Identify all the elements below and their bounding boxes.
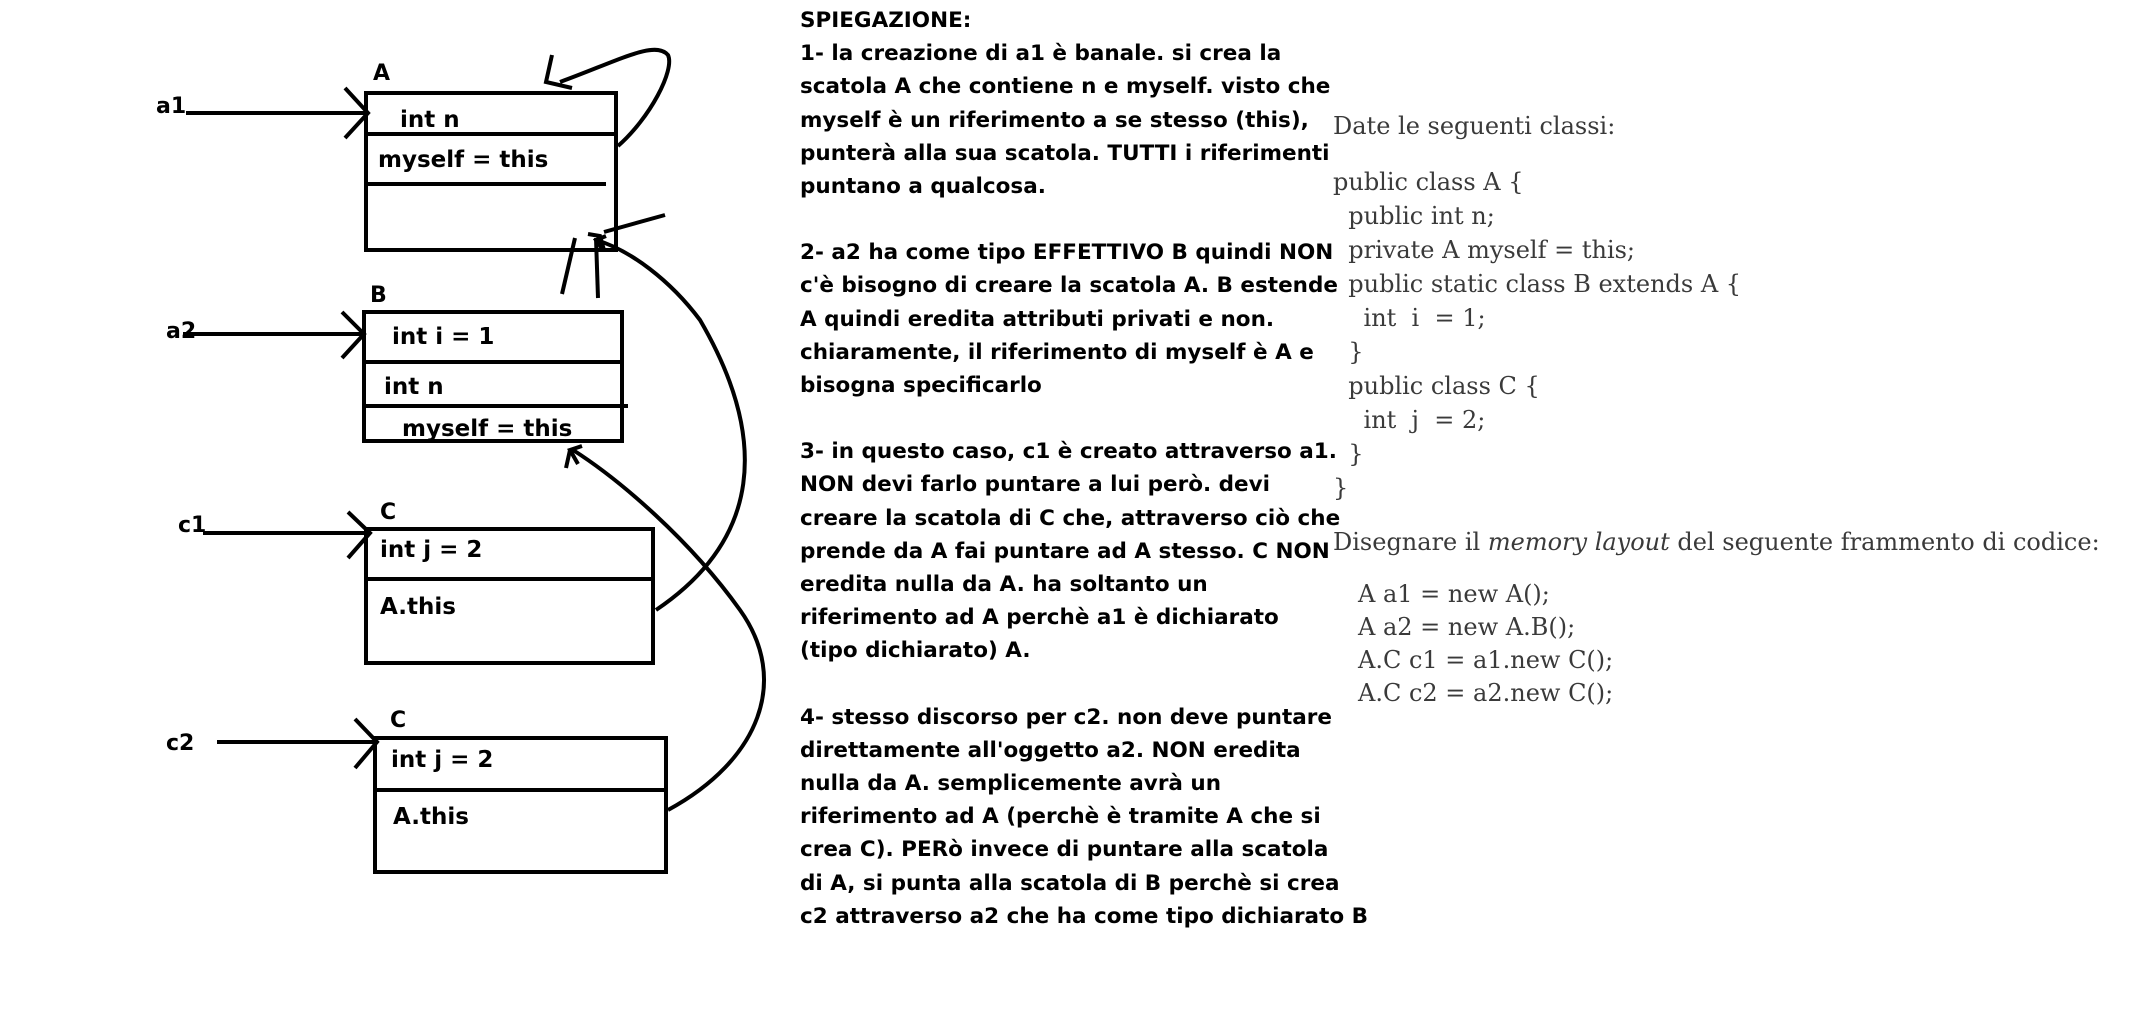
box-b-title: B — [370, 283, 387, 308]
code-line: public int n; — [1333, 202, 1495, 230]
explanation-line: 3- in questo caso, c1 è creato attraverso a1. — [800, 439, 1337, 465]
exercise-intro: Date le seguenti classi: — [1333, 112, 1616, 140]
pointer-c1-athis-to-a — [596, 236, 745, 610]
fragment-line: A.C c1 = a1.new C(); — [1358, 646, 1614, 674]
ref-label-c1: c1 — [178, 513, 207, 538]
class-code-block — [1333, 168, 2133, 508]
pointer-b-myself-ticks — [562, 215, 665, 298]
box-c1-title: C — [380, 500, 397, 525]
explanation-line: bisogna specificarlo — [800, 373, 1042, 399]
explanation-line: direttamente all'oggetto a2. NON eredita — [800, 737, 1301, 763]
explanation-heading: SPIEGAZIONE: — [800, 8, 972, 33]
box-a-title: A — [373, 61, 391, 86]
box-c1-cell-int-j: int j = 2 — [380, 537, 483, 563]
code-line: public class C { — [1333, 372, 1540, 400]
pointer-a-myself-to-a — [546, 50, 669, 146]
code-fragment — [1333, 580, 2133, 712]
explanation-line: di A, si punta alla scatola di B perchè si crea — [800, 870, 1340, 896]
exercise-task — [1333, 528, 2133, 562]
task-text-before: Disegnare il — [1333, 528, 1488, 556]
box-c2-cell-int-j: int j = 2 — [391, 747, 494, 773]
explanation-line: eredita nulla da A. ha soltanto un — [800, 572, 1208, 598]
box-b-cell-myself: myself = this — [402, 416, 573, 442]
explanation-line: chiaramente, il riferimento di myself è A e — [800, 339, 1314, 365]
ref-label-a1: a1 — [156, 94, 187, 119]
explanation-line: riferimento ad A (perchè è tramite A che si — [800, 804, 1321, 830]
explanation-line: c'è bisogno di creare la scatola A. B estende — [800, 273, 1338, 299]
explanation-line: 2- a2 ha come tipo EFFETTIVO B quindi NON — [800, 240, 1334, 266]
explanation-line: c2 attraverso a2 che ha come tipo dichiarato B — [800, 903, 1368, 929]
box-b-cell-int-n: int n — [384, 374, 444, 400]
code-line: } — [1333, 440, 1364, 468]
explanation-line: A quindi eredita attributi privati e non. — [800, 306, 1275, 332]
object-box-c2 — [375, 708, 666, 872]
explanation-line: nulla da A. semplicemente avrà un — [800, 771, 1222, 797]
exercise-text — [1333, 112, 2133, 712]
fragment-line: A a1 = new A(); — [1358, 580, 1550, 608]
explanation-line: 1- la creazione di a1 è banale. si crea la — [800, 41, 1282, 67]
explanation-paragraph-2 — [800, 236, 1340, 402]
explanation-line: NON devi farlo puntare a lui però. devi — [800, 472, 1271, 498]
ref-arrow-c2 — [217, 719, 377, 768]
fragment-line: A a2 = new A.B(); — [1358, 613, 1576, 641]
box-b-cell-int-i: int i = 1 — [392, 324, 495, 350]
ref-arrow-a1 — [186, 88, 368, 138]
explanation-line: puntano a qualcosa. — [800, 174, 1046, 200]
code-line: public class A { — [1333, 168, 1524, 196]
ref-label-c2: c2 — [166, 731, 195, 756]
explanation-line: scatola A che contiene n e myself. visto che — [800, 74, 1331, 100]
explanation-line: prende da A fai puntare ad A stesso. C NON — [800, 538, 1330, 564]
box-a-cell-myself: myself = this — [378, 147, 549, 173]
explanation-line: creare la scatola di C che, attraverso ciò che — [800, 505, 1341, 531]
explanation-paragraph-1 — [800, 37, 1340, 203]
task-text-after: del seguente frammento di codice: — [1669, 528, 2100, 556]
explanation-line: crea C). PERò invece di puntare alla scatola — [800, 837, 1329, 863]
explanation-paragraph-3 — [800, 435, 1340, 667]
explanation-line: punterà alla sua scatola. TUTTI i riferimenti — [800, 140, 1330, 166]
box-c2-cell-athis: A.this — [393, 804, 469, 830]
code-line: } — [1333, 474, 1349, 502]
explanation-line: riferimento ad A perchè a1 è dichiarato — [800, 605, 1279, 631]
ref-arrow-a2 — [183, 312, 364, 358]
explanation-paragraph-4 — [800, 701, 1368, 933]
code-line: int i = 1; — [1333, 304, 1486, 332]
box-a-cell-int-n: int n — [400, 107, 460, 133]
ref-label-a2: a2 — [166, 319, 197, 344]
code-line: } — [1333, 338, 1364, 366]
explanation-line: (tipo dichiarato) A. — [800, 638, 1031, 664]
box-c1-cell-athis: A.this — [380, 594, 456, 620]
code-line: public static class B extends A { — [1333, 270, 1742, 298]
box-c2-title: C — [390, 708, 407, 733]
task-text-emphasis: memory layout — [1487, 528, 1670, 556]
explanation-text — [800, 4, 1368, 966]
object-box-a — [366, 61, 616, 250]
explanation-line: 4- stesso discorso per c2. non deve puntare — [800, 704, 1332, 730]
code-line: private A myself = this; — [1333, 236, 1636, 264]
fragment-line: A.C c2 = a2.new C(); — [1358, 679, 1614, 707]
object-box-b — [364, 283, 628, 442]
code-line: int j = 2; — [1333, 406, 1486, 434]
object-box-c1 — [366, 500, 653, 663]
ref-arrow-c1 — [203, 512, 370, 558]
explanation-line: myself è un riferimento a se stesso (this), — [800, 107, 1309, 133]
